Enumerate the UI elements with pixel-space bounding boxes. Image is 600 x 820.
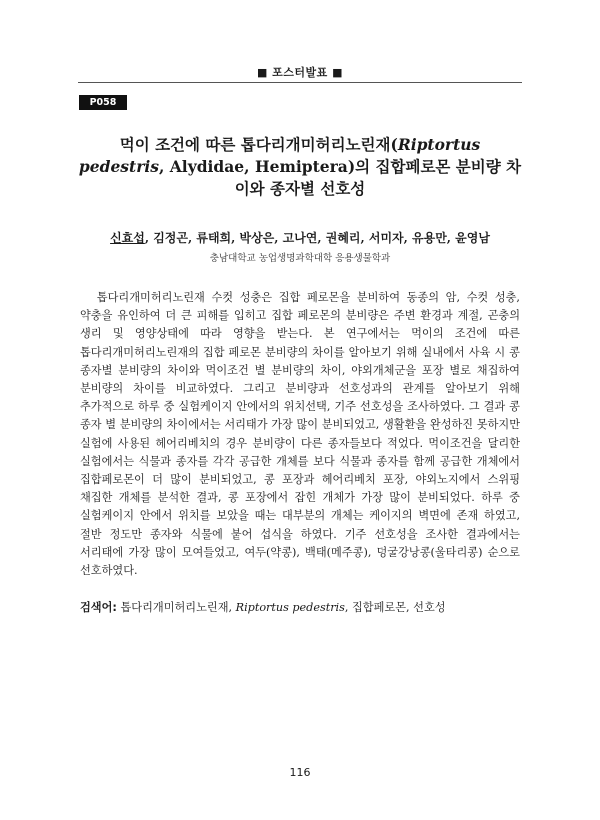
title-species-name: Riptortus pedestris — [78, 135, 481, 176]
keywords-label: 검색어: — [80, 601, 117, 614]
paper-title — [78, 134, 522, 200]
paper-code-badge: P058 — [79, 95, 127, 110]
presenting-author: 신효섭 — [110, 231, 145, 245]
author-list — [78, 229, 522, 246]
co-authors: , 김정곤, 류태희, 박상은, 고나연, 권혜리, 서미자, 유용만, 윤영남 — [144, 231, 490, 245]
keywords-part-2: , 집합페로몬, 선호성 — [344, 601, 446, 614]
affiliation: 충남대학교 농업생명과학대학 응용생물학과 — [209, 253, 391, 264]
section-label: ■ 포스터발표 ■ — [256, 66, 344, 79]
keywords — [80, 599, 520, 617]
keywords-species-name: Riptortus pedestris — [235, 601, 345, 614]
header-divider — [78, 82, 522, 83]
page-number: 116 — [289, 766, 311, 779]
keywords-part-1: 톱다리개미허리노린재, — [116, 601, 236, 614]
title-part-2: , Alydidae, Hemiptera)의 집합페로몬 분비량 차이와 종자별 선호성 — [158, 157, 522, 198]
title-part-1: 먹이 조건에 따른 톱다리개미허리노린재( — [119, 135, 398, 154]
abstract-body: 톱다리개미허리노린재 수컷 성충은 집합 페로몬을 분비하여 동종의 암, 수컷 성충, 약충을 유인하여 더 큰 피해를 입히고 집합 페로몬의 분비량은 주변 환경과 계절, 곤충의 생리 및 영양상태에 따라 영향을 받는다. 본 연구에서는 먹이의 조건에 따른 톱다리개미허리노린재의 집합 페로몬 분비량의 차이를 알아보기 위해 실내에서 사육 시 콩 종자별 분비량의 차이와 먹이조건 별 분비량의 차이, 야외개체군을 포장 별로 채집하여 분비량의 차이를 비교하였다. 그리고 분비량과 선호성과의 관계를 알아보기 위해 추가적으로 하루 중 실험케이지 안에서의 위치선택, 기주 선호성을 조사하였다. 그 결과 콩 종자 별 분비량의 차이에서는 서리태가 가장 많이 분비되었고, 생활환을 완성하진 못하지만 실험에 사용된 헤어리베치의 경우 분비량이 다른 종자들보다 적었다. 먹이조건을 달리한 실험에서는 식물과 종자를 각각 공급한 개체를 보다 식물과 종자를 함께 공급한 개체에서 집합페로몬이 더 많이 분비되었고, 콩 포장과 헤어리베치 포장, 야외노지에서 스위핑 채집한 개체를 분석한 결과, 콩 포장에서 잡힌 개체가 가장 많이 분비되었다. 하루 중 실험케이지 안에서 위치를 보았을 때는 대부분의 개체는 케이지의 벽면에 존재 하였고, 절반 정도만 종자와 식물에 붙어 섭식을 하였다. 기주 선호성을 조사한 결과에서는 서리태에 가장 많이 모여들었고, 여두(약콩), 백태(메주콩), 덩굴강낭콩(울타리콩) 순으로 선호하였다. — [80, 291, 520, 578]
